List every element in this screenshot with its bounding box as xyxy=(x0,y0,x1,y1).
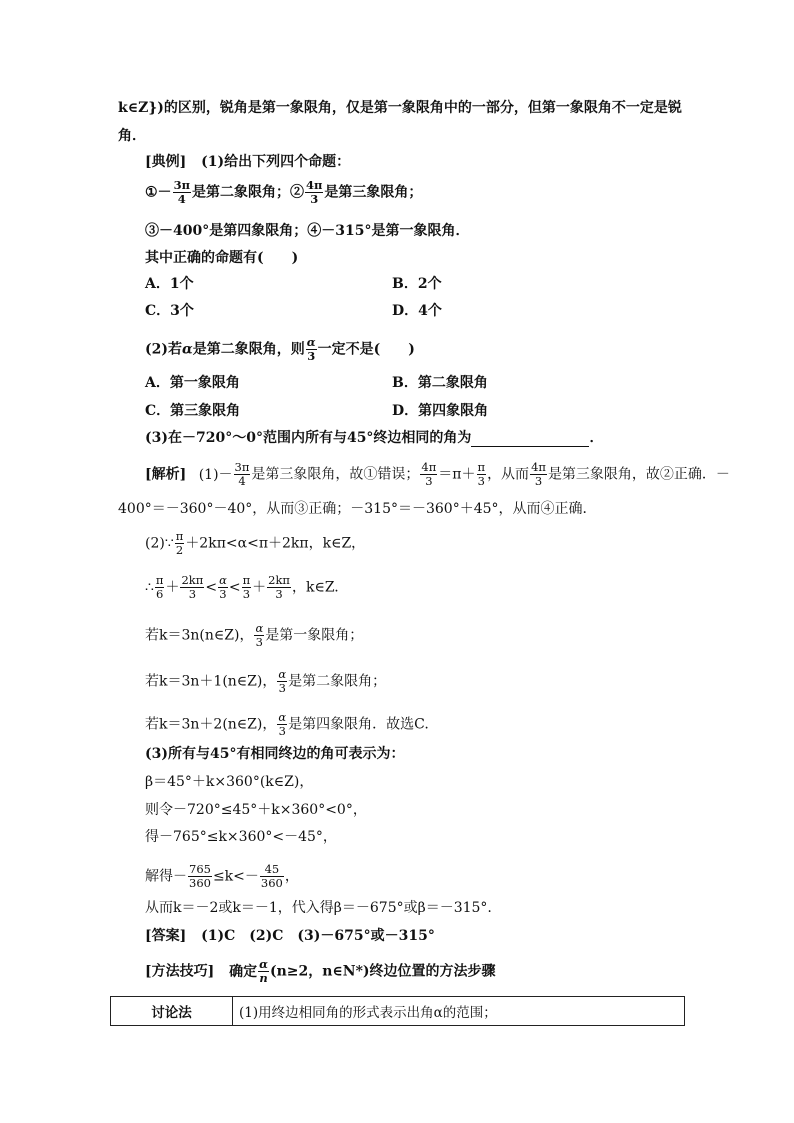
q2-option-a: A．第一象限角 xyxy=(145,375,240,391)
analysis-2-case-3: 若k＝3n＋2(n∈Z)， $\frac{\alpha}{3}$ 是第四象限角．故选C. xyxy=(145,710,429,738)
method-table-step-1: (1)用终边相同角的形式表示出角α的范围； xyxy=(233,997,685,1026)
method-table-label: 讨论法 xyxy=(111,997,233,1026)
question-3: (3)在－720°～0°范围内所有与45°终边相同的角为 ． xyxy=(145,430,604,446)
fraction-alpha-n: $\frac{\alpha}{n}$ xyxy=(259,957,268,985)
answer-blank xyxy=(471,432,589,447)
analysis-3-line-3: 则令－720°≤45°＋k×360°<0°， xyxy=(145,802,367,818)
q2-option-d: D．第四象限角 xyxy=(392,403,489,419)
intro-line-1: k∈Z})的区别，锐角是第一象限角，仅是第一象限角中的一部分，但第一象限角不一定是锐 xyxy=(118,100,682,116)
fraction-4pi-3: $\frac{4\pi}{3}$ xyxy=(305,178,323,206)
fraction-alpha-3: $\frac{\alpha}{3}$ xyxy=(306,335,316,363)
q2-option-b: B．第二象限角 xyxy=(392,375,488,391)
q1-option-b: B．2个 xyxy=(392,276,442,292)
analysis-2-case-1: 若k＝3n(n∈Z)， $\frac{\alpha}{3}$ 是第一象限角； xyxy=(145,621,364,649)
table-row xyxy=(111,997,685,1026)
q1-option-a: A．1个 xyxy=(145,276,194,292)
q1-option-c: C．3个 xyxy=(145,303,194,319)
analysis-1-line-1: [解析] (1)－ $\frac{3\pi}{4}$ 是第三象限角，故①错误； $\frac{4\pi}{3}$ ＝π＋ $\frac{\pi}{3}$ ，从而 $\frac{4\pi}{3}$ 是第三象限角，故②正确．－ xyxy=(145,460,730,488)
answer-text: (1)C (2)C (3)－675°或－315° xyxy=(201,928,435,944)
question-1-ask: 其中正确的命题有( ) xyxy=(145,250,299,266)
example-heading xyxy=(145,153,350,171)
answer-tag: [答案] xyxy=(145,928,187,944)
analysis-2-line-2: ∴ $\frac{\pi}{6}$ ＋ $\frac{2k\pi}{3}$ < $\frac{\alpha}{3}$ < $\frac{\pi}{3}$ ＋ $\frac{2k\pi}{3}$ ，k∈Z. xyxy=(145,573,339,601)
analysis-3-line-4: 得－765°≤k×360°<－45°， xyxy=(145,829,337,845)
question-2: (2)若α是第二象限角，则 $\frac{\alpha}{3}$ 一定不是( ) xyxy=(145,335,415,363)
analysis-3-line-5: 解得－ $\frac{765}{360}$ ≤k<－ $\frac{45}{360}$ ， xyxy=(145,862,299,890)
analysis-1-line-2: 400°＝－360°－40°，从而③正确；－315°＝－360°＋45°，从而④正确． xyxy=(118,501,597,517)
method-tag: [方法技巧] xyxy=(145,963,215,980)
method-heading: [方法技巧] 确定 $\frac{\alpha}{n}$ (n≥2，n∈N*)终边位置的方法步骤 xyxy=(145,957,496,985)
analysis-3-line-2: β＝45°＋k×360°(k∈Z)， xyxy=(145,774,314,790)
method-table xyxy=(110,996,685,1026)
fraction-3pi-4: $\frac{3\pi}{4}$ xyxy=(173,178,190,206)
propositions-1-2: ①－ $\frac{3\pi}{4}$ 是第二象限角；② $\frac{4\pi}{3}$ 是第三象限角； xyxy=(145,178,423,206)
q2-option-c: C．第三象限角 xyxy=(145,403,241,419)
analysis-tag: [解析] xyxy=(145,466,187,483)
q1-option-d: D．4个 xyxy=(392,303,442,319)
propositions-3-4: ③－400°是第四象限角；④－315°是第一象限角． xyxy=(145,223,470,239)
answer-line xyxy=(145,927,435,945)
question-1-stem: (1)给出下列四个命题： xyxy=(201,154,351,170)
analysis-2-line-1: (2)∵ $\frac{\pi}{2}$ ＋2kπ<α<π＋2kπ，k∈Z， xyxy=(145,529,366,557)
analysis-2-case-2: 若k＝3n＋1(n∈Z)， $\frac{\alpha}{3}$ 是第二象限角； xyxy=(145,667,387,695)
example-tag: [典例] xyxy=(145,154,187,170)
analysis-3-line-6: 从而k＝－2或k＝－1，代入得β＝－675°或β＝－315°. xyxy=(145,900,492,916)
intro-line-2: 角． xyxy=(118,128,146,144)
analysis-3-line-1: (3)所有与45°有相同终边的角可表示为： xyxy=(145,746,405,762)
